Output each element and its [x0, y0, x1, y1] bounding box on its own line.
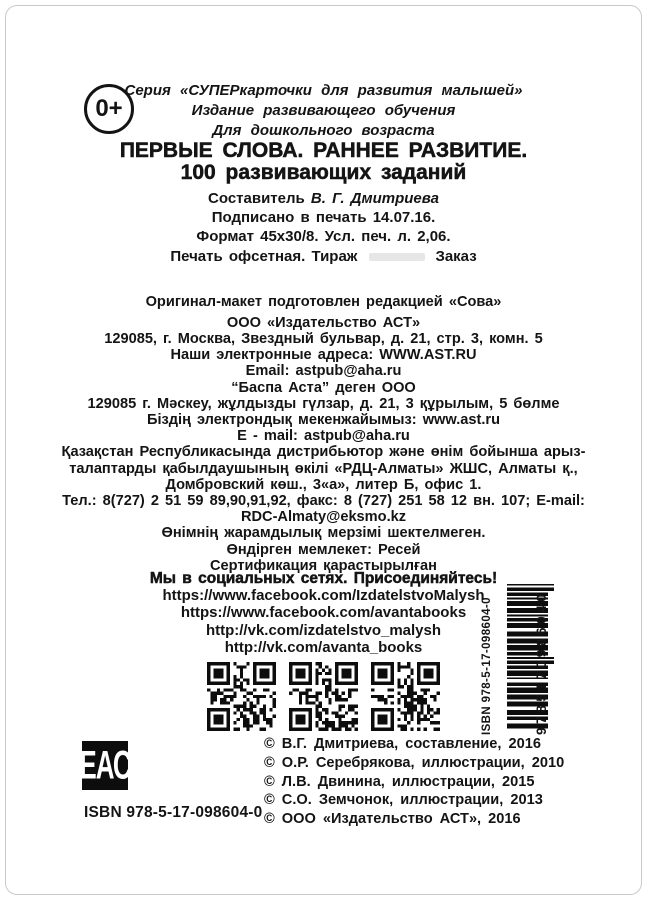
imprint-line: Өнімнің жарамдылық мерзімі шектелмеген. [161, 525, 486, 542]
copyright-line: © С.О. Земчонок, иллюстрации, 2013 [264, 792, 543, 809]
social-link: https://www.facebook.com/avantabooks [180, 604, 467, 622]
imprint-line: Тел.: 8(727) 2 51 59 89,90,91,92, факс: 8 (727) 251 58 12 вн. 107; E-mail: [62, 492, 585, 509]
tirage-line [40, 247, 607, 266]
tirage-blank-space [369, 253, 425, 261]
imprint-line: Оригинал-макет подготовлен редакцией «Сова» [145, 294, 502, 310]
print-info-line: Формат 45х30/8. Усл. печ. л. 2,06. [196, 228, 451, 246]
imprint-line: Қазақстан Республикасында дистрибьютор және өнім бойынша арыз- [61, 444, 586, 461]
copyright-line: © ООО «Издательство АСТ», 2016 [264, 811, 521, 828]
imprint-line: ООО «Издательство АСТ» [226, 314, 421, 331]
compiler-prefix: Составитель [208, 190, 305, 207]
imprint-line: RDC-Almaty@eksmo.kz [240, 509, 407, 526]
imprint-line: Сертификация қарастырылған [209, 557, 437, 574]
series-line: Для дошкольного возраста [212, 122, 435, 139]
eac-mark-letters: ЕАС [79, 741, 131, 788]
imprint-line: Домбровский көш., 3«а», литер Б, офис 1. [165, 476, 482, 493]
imprint-line: Наши электронные адреса: WWW.AST.RU [170, 347, 477, 364]
qr-code-icon [289, 662, 358, 731]
series-line: Издание развивающего обучения [191, 102, 456, 119]
imprint-line: 129085 г. Мәскеу, жұлдызды гүлзар, д. 21, 3 құрылым, 5 бөлме [87, 395, 560, 412]
tirage-prefix: Печать офсетная. Тираж [170, 247, 358, 265]
barcode-isbn-text: ISBN 978-5-17-098604-0 [481, 597, 493, 735]
imprint-line: 129085, г. Москва, Звездный бульвар, д. 21, стр. 3, комн. 5 [104, 330, 543, 347]
barcode-digits: 9785170986040 [534, 590, 549, 735]
social-link: http://vk.com/avanta_books [224, 638, 423, 656]
social-link: https://www.facebook.com/IzdatelstvoMalysh [162, 587, 485, 605]
series-line: Серия «СУПЕРкарточки для развития малышей» [124, 82, 523, 99]
book-title [40, 140, 607, 184]
copyright-line: © О.Р. Серебрякова, иллюстрации, 2010 [264, 754, 565, 771]
print-info-block [40, 208, 607, 266]
imprint-line: Біздің электрондық мекенжайымыз: www.ast.ru [146, 411, 500, 428]
imprint-line: “Баспа Аста” деген ООО [231, 379, 416, 396]
series-block [40, 81, 607, 141]
copyright-line: © В.Г. Дмитриева, составление, 2016 [264, 736, 541, 752]
eac-conformity-mark-icon [79, 741, 131, 790]
social-heading: Мы в социальных сетях. Присоединяйтесь! [149, 570, 498, 587]
imprint-line: талаптарды қабылдаушының өкілі «РДЦ-Алматы» ЖШС, Алматы қ., [69, 460, 578, 477]
imprint-line: E - mail: astpub@aha.ru [237, 428, 410, 445]
ean13-barcode [481, 582, 568, 738]
qr-code-icon [207, 662, 276, 731]
qr-code-icon [371, 662, 440, 731]
title-line: ПЕРВЫЕ СЛОВА. РАННЕЕ РАЗВИТИЕ. [119, 139, 528, 162]
copyright-block [264, 735, 564, 829]
social-link: http://vk.com/izdatelstvo_malysh [205, 621, 442, 639]
publisher-imprint-block [40, 294, 607, 574]
print-info-line: Подписано в печать 14.07.16. [211, 209, 436, 226]
imprint-line: Email: astpub@aha.ru [245, 363, 402, 380]
compiler-name: В. Г. Дмитриева [310, 190, 439, 207]
title-line: 100 развивающих заданий [180, 161, 467, 184]
isbn-number: ISBN 978-5-17-098604-0 [84, 804, 263, 821]
age-rating-label: 0+ [95, 95, 123, 122]
imprint-line: Өндірген мемлекет: Ресей [226, 541, 421, 558]
copyright-line: © Л.В. Двинина, иллюстрации, 2015 [264, 773, 535, 790]
compiler-line [40, 189, 607, 208]
tirage-suffix: Заказ [435, 247, 477, 265]
